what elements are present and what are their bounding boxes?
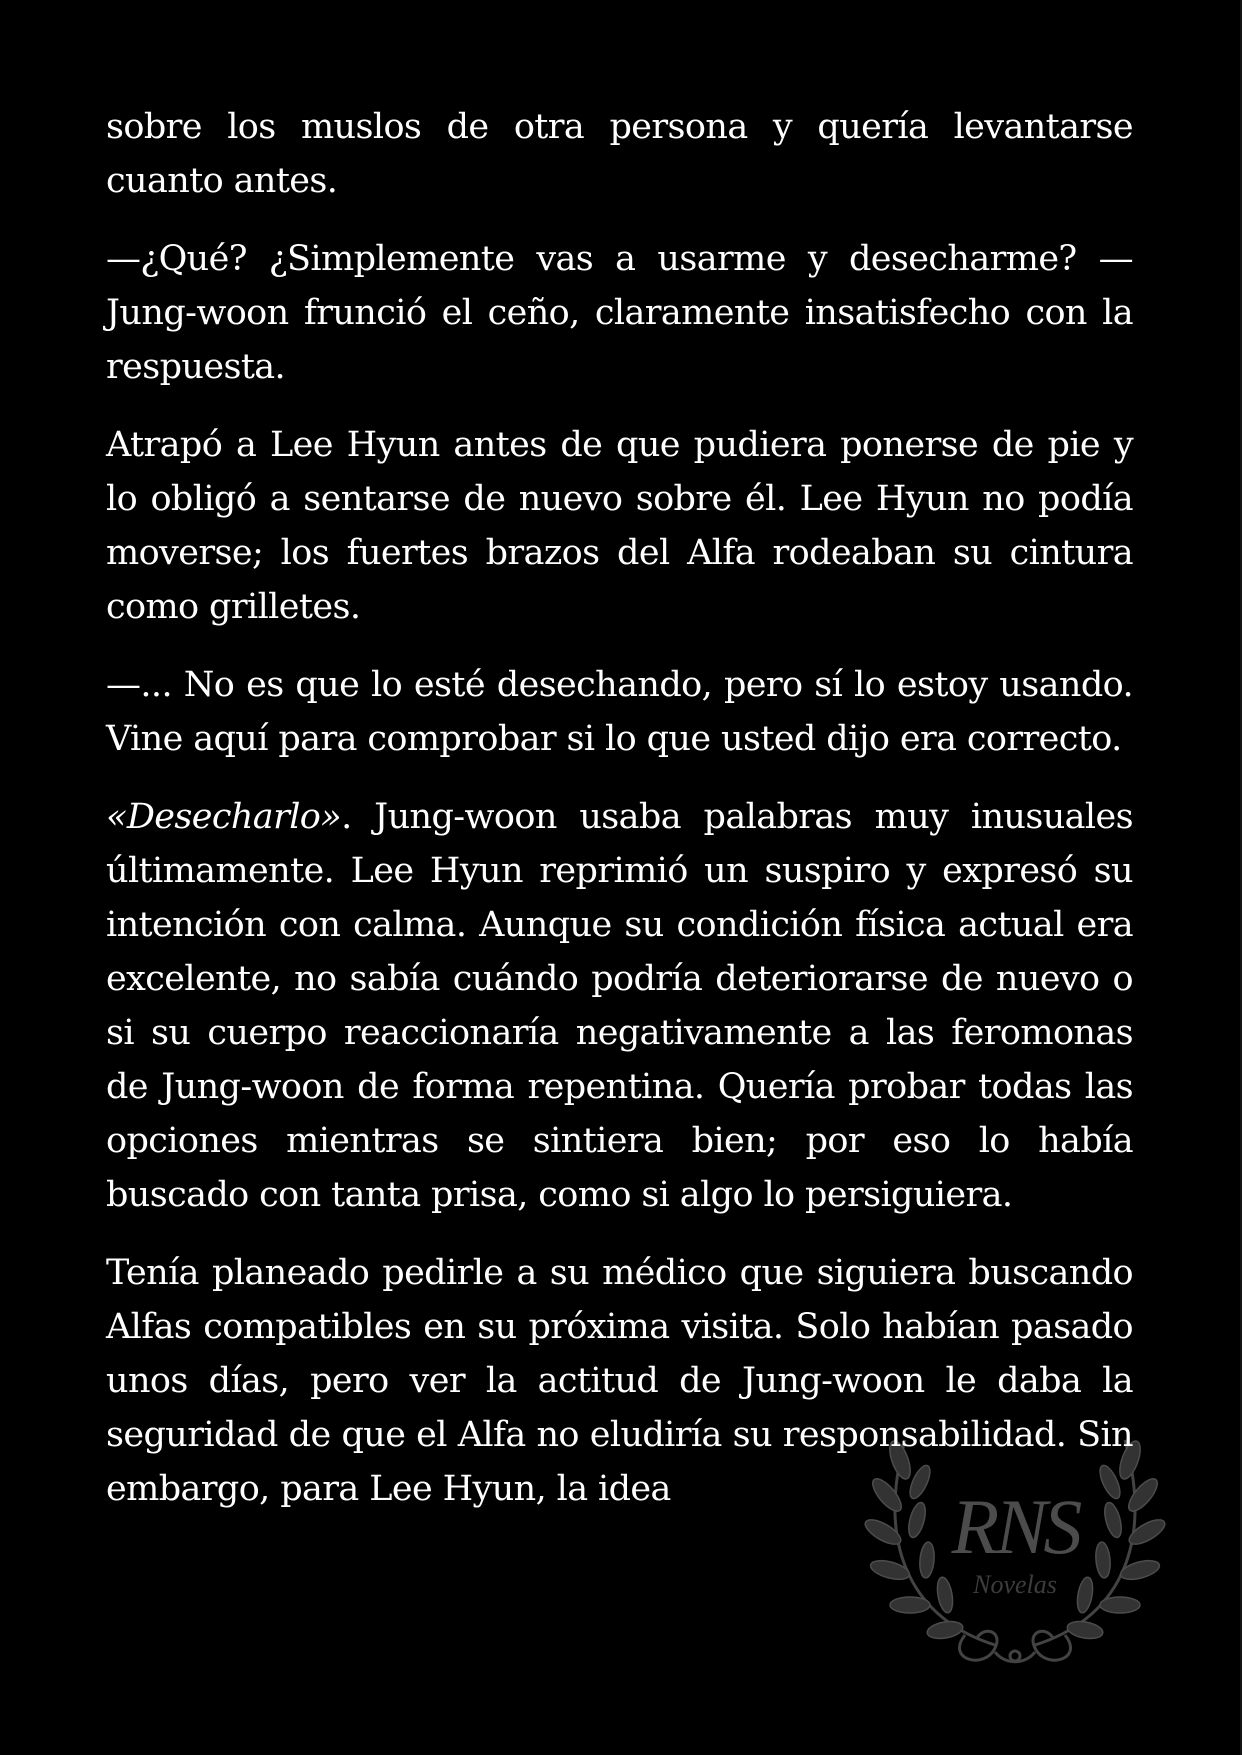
watermark-title: RNS — [951, 1483, 1079, 1570]
paragraph-5-body: . Jung-woon usaba palabras muy inusuales últimamente. Lee Hyun reprimió un suspiro y expresó su intención con calma. Aunque su condición física actual era excelente, no sabía cuándo podría deteriorarse de nuevo o si su cuerpo reaccionaría negativamente a las feromonas de Jung-woon de forma repentina. Quería probar todas las opciones mientras se sintiera bien; por eso lo había buscado con tanta prisa, como si algo lo persiguiera. — [106, 797, 1133, 1215]
paragraph-2: —¿Qué? ¿Simplemente vas a usarme y desecharme? —Jung-woon frunció el ceño, claramente insatisfecho con la respuesta. — [106, 239, 1133, 387]
chapter-text — [106, 100, 1133, 1540]
paragraph-4: —... No es que lo esté desechando, pero sí lo estoy usando. Vine aquí para comprobar si lo que usted dijo era correcto. — [106, 665, 1133, 759]
paragraph-6: Tenía planeado pedirle a su médico que siguiera buscando Alfas compatibles en su próxima visita. Solo habían pasado unos días, pero ver la actitud de Jung-woon le daba la seguridad de que el Alfa no eludiría su responsabilidad. Sin embargo, para Lee Hyun, la idea — [106, 1253, 1133, 1509]
paragraph-5 — [106, 790, 1133, 1222]
paragraph-1: sobre los muslos de otra persona y quería levantarse cuanto antes. — [106, 107, 1133, 201]
italic-quote: «Desecharlo» — [106, 797, 342, 837]
watermark-subtitle: Novelas — [973, 1570, 1057, 1599]
paragraph-3: Atrapó a Lee Hyun antes de que pudiera ponerse de pie y lo obligó a sentarse de nuevo sobre él. Lee Hyun no podía moverse; los fuertes brazos del Alfa rodeaban su cintura como grilletes. — [106, 425, 1133, 627]
